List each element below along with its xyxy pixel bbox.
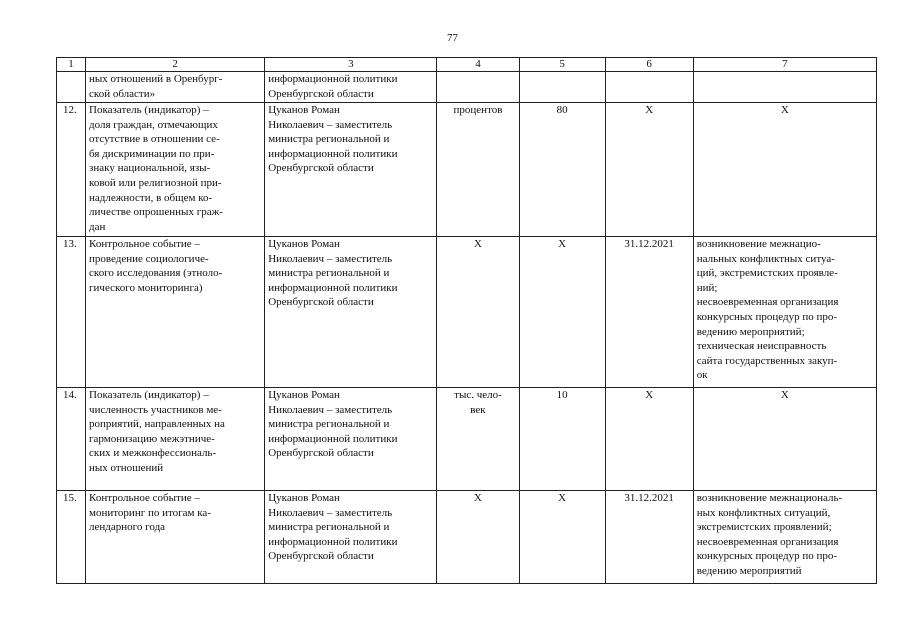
indicator-cell: Показатель (индикатор) – численность участников ме- роприятий, направленных на гармонизацию межэтниче- ских и межконфессиональ- ных отношений <box>86 388 265 491</box>
table-row <box>57 388 877 491</box>
unit-cell <box>437 72 519 103</box>
responsible-cell: Цуканов Роман Николаевич – заместитель министра региональной и информационной политики Оренбургской области <box>265 388 437 491</box>
risks-cell: возникновение межнацио- нальных конфликтных ситуа- ций, экстремистских проявле- ний; несвоевременная организация конкурсных процедур по про- ведению мероприятий; техническая неисправность сайта государственных закуп- ок <box>693 237 876 388</box>
risks-cell: X <box>693 103 876 237</box>
header-cell: 1 <box>57 58 86 72</box>
table-row <box>57 237 877 388</box>
header-cell: 6 <box>605 58 693 72</box>
value-cell: 10 <box>519 388 605 491</box>
indicator-cell: Показатель (индикатор) – доля граждан, отмечающих отсутствие в отношении се- бя дискриминации по при- знаку национальной, язы- ковой или религиозной при- надлежности, в общем ко- личестве опрошенных граж- дан <box>86 103 265 237</box>
row-number: 14. <box>57 388 86 491</box>
indicator-cell: ных отношений в Оренбург- ской области» <box>86 72 265 103</box>
unit-cell: X <box>437 237 519 388</box>
risks-cell: возникновение межнациональ- ных конфликтных ситуаций, экстремистских проявлений; несвоевременная организация конкурсных процедур по про- ведению мероприятий <box>693 491 876 584</box>
row-number: 12. <box>57 103 86 237</box>
responsible-cell: Цуканов Роман Николаевич – заместитель министра региональной и информационной политики Оренбургской области <box>265 491 437 584</box>
risks-cell <box>693 72 876 103</box>
header-cell: 7 <box>693 58 876 72</box>
responsible-cell: информационной политики Оренбургской области <box>265 72 437 103</box>
responsible-cell: Цуканов Роман Николаевич – заместитель министра региональной и информационной политики Оренбургской области <box>265 237 437 388</box>
row-number <box>57 72 86 103</box>
header-row <box>57 58 877 72</box>
unit-cell: тыс. чело- век <box>437 388 519 491</box>
row-number: 13. <box>57 237 86 388</box>
date-cell: 31.12.2021 <box>605 237 693 388</box>
responsible-cell: Цуканов Роман Николаевич – заместитель министра региональной и информационной политики Оренбургской области <box>265 103 437 237</box>
table-row <box>57 72 877 103</box>
page-number: 77 <box>447 32 458 44</box>
header-cell: 5 <box>519 58 605 72</box>
date-cell: 31.12.2021 <box>605 491 693 584</box>
table-row <box>57 491 877 584</box>
document-table <box>56 57 877 584</box>
header-cell: 3 <box>265 58 437 72</box>
indicator-cell: Контрольное событие – проведение социологиче- ского исследования (этноло- гического мониторинга) <box>86 237 265 388</box>
risks-cell: X <box>693 388 876 491</box>
header-cell: 2 <box>86 58 265 72</box>
header-cell: 4 <box>437 58 519 72</box>
table-row <box>57 103 877 237</box>
unit-cell: процентов <box>437 103 519 237</box>
value-cell <box>519 72 605 103</box>
date-cell: X <box>605 103 693 237</box>
date-cell: X <box>605 388 693 491</box>
value-cell: X <box>519 237 605 388</box>
date-cell <box>605 72 693 103</box>
unit-cell: X <box>437 491 519 584</box>
value-cell: 80 <box>519 103 605 237</box>
row-number: 15. <box>57 491 86 584</box>
value-cell: X <box>519 491 605 584</box>
indicator-cell: Контрольное событие – мониторинг по итогам ка- лендарного года <box>86 491 265 584</box>
